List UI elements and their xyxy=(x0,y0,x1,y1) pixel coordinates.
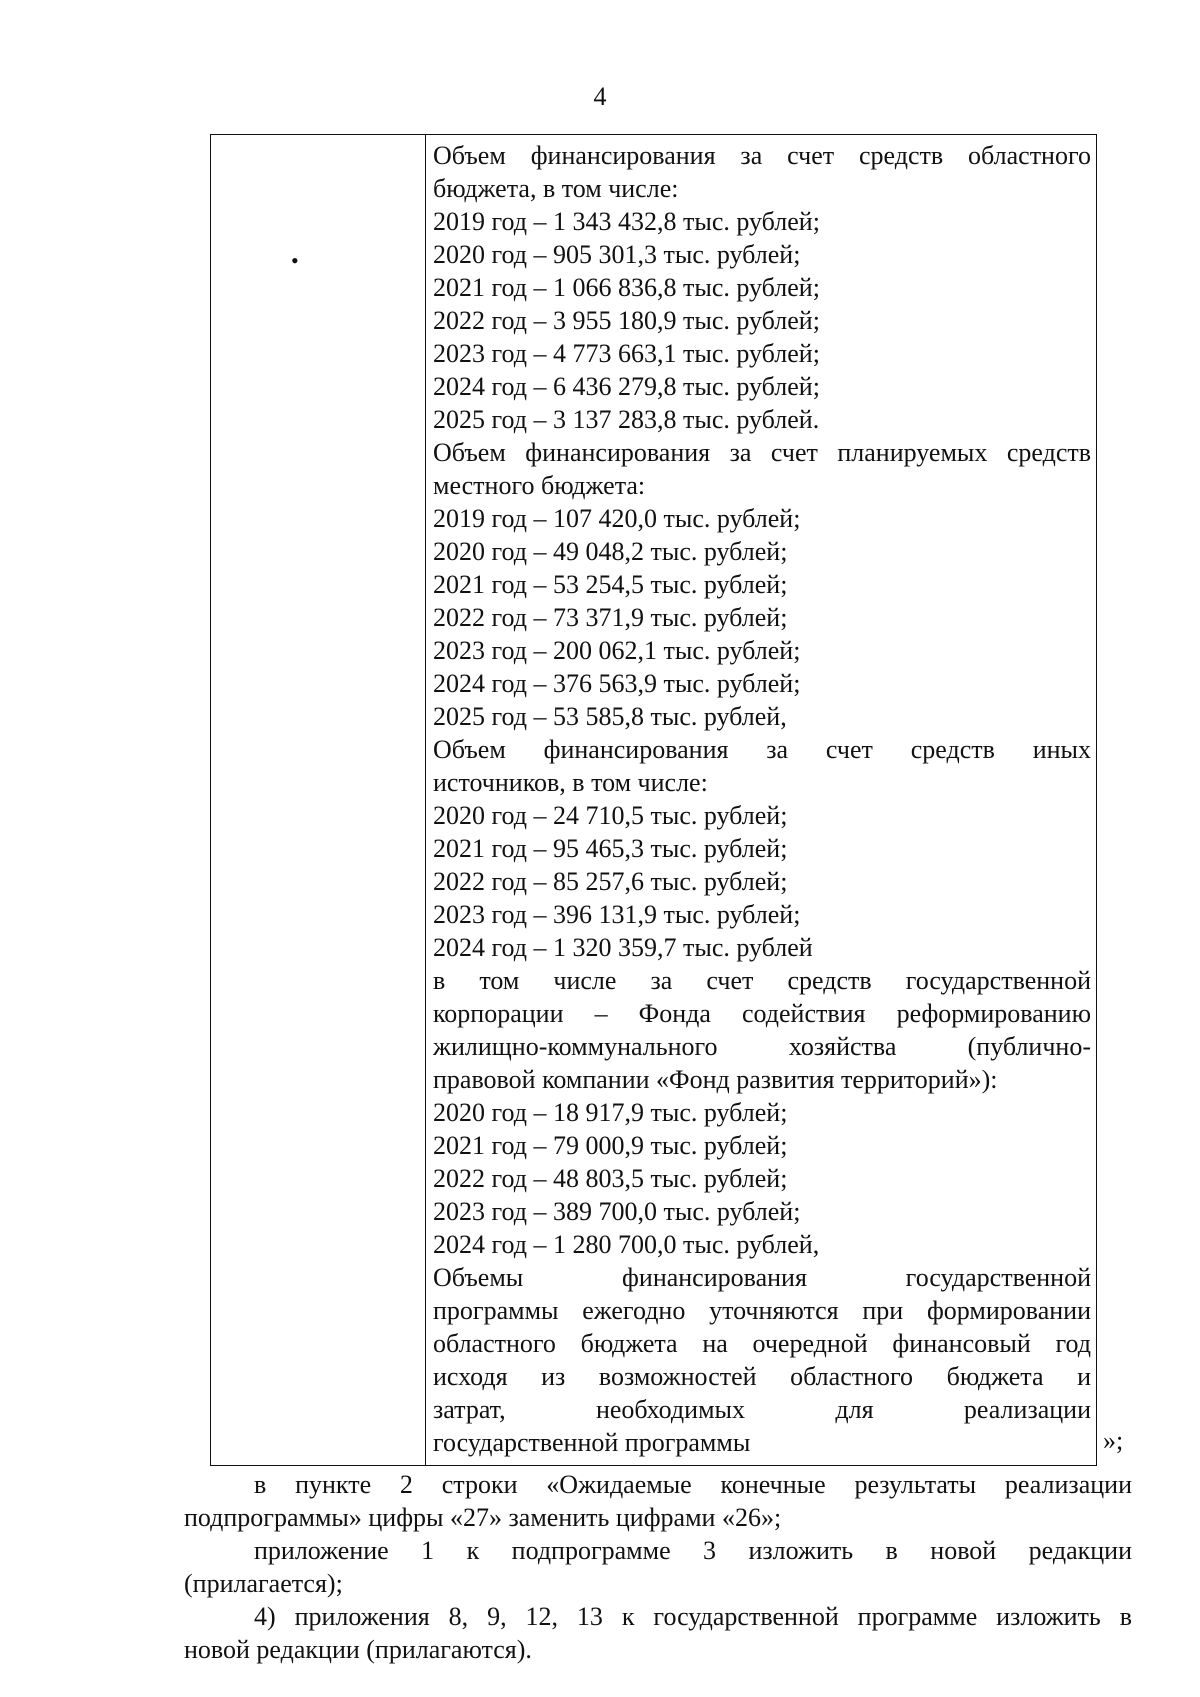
table-text-line: программы ежегодно уточняются при формировании xyxy=(433,1296,1091,1325)
scan-speck-mark: • xyxy=(291,248,299,273)
table-text-line: затрат, необходимых для реализации xyxy=(433,1395,1091,1424)
table-text-line: 2024 год – 1 280 700,0 тыс. рублей, xyxy=(433,1230,820,1259)
table-text-line: 2023 год – 200 062,1 тыс. рублей; xyxy=(433,636,801,665)
table-text-line: 2022 год – 73 371,9 тыс. рублей; xyxy=(433,603,788,632)
table-text-line: 2022 год – 3 955 180,9 тыс. рублей; xyxy=(433,306,820,335)
table-text-line: 2021 год – 79 000,9 тыс. рублей; xyxy=(433,1131,788,1160)
table-text-line: 2022 год – 85 257,6 тыс. рублей; xyxy=(433,867,788,896)
table-text-line: в том числе за счет средств государственной xyxy=(433,966,1091,995)
table-text-line: 2023 год – 389 700,0 тыс. рублей; xyxy=(433,1197,801,1226)
table-text-line: Объемы финансирования государственной xyxy=(433,1263,1091,1292)
table-text-line: жилищно-коммунального хозяйства (публично- xyxy=(433,1032,1091,1061)
table-text-line: 2025 год – 3 137 283,8 тыс. рублей. xyxy=(433,405,820,434)
table-text-line: 2023 год – 396 131,9 тыс. рублей; xyxy=(433,900,801,929)
table-text-line: 2021 год – 53 254,5 тыс. рублей; xyxy=(433,570,788,599)
paragraph-line: 4) приложения 8, 9, 12, 13 к государственной программе изложить в xyxy=(254,1602,1132,1631)
table-text-line: Объем финансирования за счет средств областного xyxy=(433,141,1091,170)
table-left-cell xyxy=(211,135,426,1465)
table-text-line: бюджета, в том числе: xyxy=(433,174,679,203)
paragraph-line: приложение 1 к подпрограмме 3 изложить в новой редакции xyxy=(254,1536,1132,1565)
table-text-line: 2025 год – 53 585,8 тыс. рублей, xyxy=(433,702,787,731)
table-text-line: исходя из возможностей областного бюджета и xyxy=(433,1362,1091,1391)
table-text-line: 2019 год – 1 343 432,8 тыс. рублей; xyxy=(433,207,820,236)
table-text-line: 2024 год – 6 436 279,8 тыс. рублей; xyxy=(433,372,820,401)
table-text-line: 2019 год – 107 420,0 тыс. рублей; xyxy=(433,504,801,533)
table-text-line: 2024 год – 376 563,9 тыс. рублей; xyxy=(433,669,801,698)
financing-table xyxy=(210,134,1097,1466)
paragraph-line: подпрограммы» цифры «27» заменить цифрами «26»; xyxy=(184,1503,782,1532)
table-text-line: источников, в том числе: xyxy=(433,768,708,797)
page-number: 4 xyxy=(593,82,607,111)
table-text-line: областного бюджета на очередной финансовый год xyxy=(433,1329,1091,1358)
table-text-line: 2023 год – 4 773 663,1 тыс. рублей; xyxy=(433,339,820,368)
table-text-line: местного бюджета: xyxy=(433,471,646,500)
table-text-line: 2024 год – 1 320 359,7 тыс. рублей xyxy=(433,933,813,962)
table-text-line: 2020 год – 18 917,9 тыс. рублей; xyxy=(433,1098,788,1127)
table-text-line: Объем финансирования за счет средств иных xyxy=(433,735,1091,764)
paragraph-line: новой редакции (прилагаются). xyxy=(184,1635,532,1664)
table-text-line: Объем финансирования за счет планируемых средств xyxy=(433,438,1091,467)
table-text-line: 2021 год – 95 465,3 тыс. рублей; xyxy=(433,834,788,863)
table-text-line: правовой компании «Фонд развития территорий»): xyxy=(433,1065,998,1094)
table-text-line: 2020 год – 49 048,2 тыс. рублей; xyxy=(433,537,788,566)
table-right-cell xyxy=(433,139,1091,1459)
table-text-line: корпорации – Фонда содействия реформированию xyxy=(433,999,1091,1028)
closing-quote: »; xyxy=(1103,1426,1124,1455)
table-text-line: 2020 год – 24 710,5 тыс. рублей; xyxy=(433,801,788,830)
table-text-line: 2022 год – 48 803,5 тыс. рублей; xyxy=(433,1164,788,1193)
paragraph-line: (прилагается); xyxy=(184,1569,343,1598)
table-text-line: 2021 год – 1 066 836,8 тыс. рублей; xyxy=(433,273,820,302)
table-text-line: государственной программы xyxy=(433,1428,751,1457)
table-text-line: 2020 год – 905 301,3 тыс. рублей; xyxy=(433,240,801,269)
paragraph-line: в пункте 2 строки «Ожидаемые конечные результаты реализации xyxy=(254,1470,1132,1499)
amendment-text xyxy=(184,1468,1132,1666)
